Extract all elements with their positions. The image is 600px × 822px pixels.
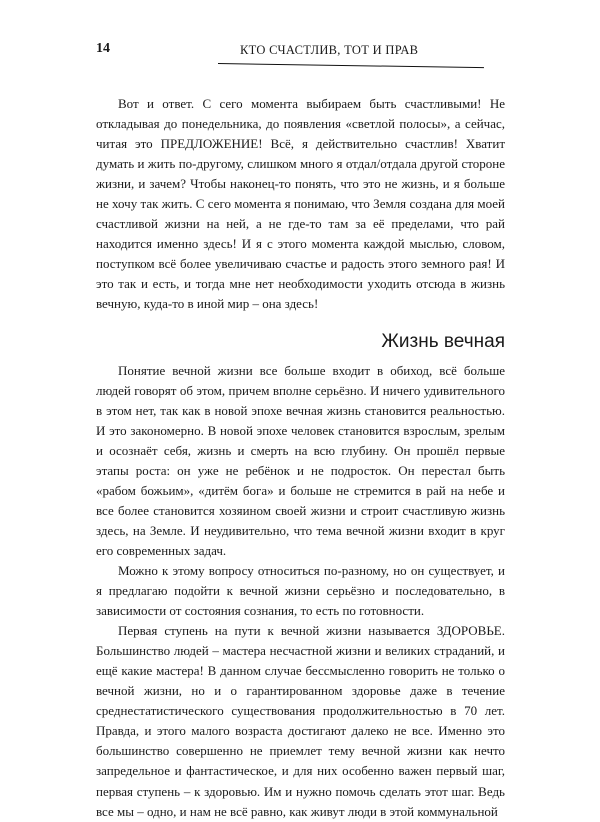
page-body — [96, 94, 505, 822]
section-title: Жизнь вечная — [381, 330, 505, 352]
running-title: КТО СЧАСТЛИВ, ТОТ И ПРАВ — [240, 43, 419, 57]
header-rule — [218, 63, 484, 68]
paragraph: Можно к этому вопросу относиться по-разному, но он существует, и я предлагаю подойти к вечной жизни серьёзно и последовательно, в зависимости от состояния сознания, то есть по готовности. — [96, 562, 505, 619]
paragraph: Понятие вечной жизни все больше входит в обиход, всё больше людей говорят об этом, причем вполне серьёзно. И ничего удивительного в этом нет, так как в новой эпохе вечная жизнь становится реальностью. И это закономерно. В новой эпохе человек становится взрослым, зрелым и осознаёт себя, жизнь и смерть на всю глубину. Он прошёл первые этапы роста: он уже не ребёнок и не подросток. Он перестал быть «рабом божьим», «дитём бога» и больше не стремится в рай на небе и все более становится хозяином своей жизни и строит счастливую жизнь здесь, на Земле. И неудивительно, что тема вечной жизни входит в круг его современных задач. — [96, 362, 505, 558]
paragraph: Первая ступень на пути к вечной жизни называется ЗДОРОВЬЕ. Большинство людей – мастера несчастной жизни и великих страданий, и ещё какие мастера! В данном случае бессмысленно говорить не только о вечной жизни, но и о гарантированном здоровье даже в течение среднестатистического существования продолжительностью в 70 лет. Правда, и этого малого возраста достигают далеко не все. Именно это большинство совершенно не приемлет тему вечной жизни как нечто запредельное и фантастическое, и для них особенно важен первый шаг, первая ступень – к здоровью. Им и нужно помочь сделать этот шаг. Ведь все мы – одно, и нам не всё равно, как живут люди в этой коммунальной — [96, 623, 505, 819]
paragraph: Вот и ответ. С сего момента выбираем быть счастливыми! Не откладывая до понедельника, до появления «светлой полосы», а сейчас, читая это ПРЕДЛОЖЕНИЕ! Всё, я действительно счастлив! Хватит думать и жить по-другому, слишком много я отдал/отдала другой стороне жизни, и зачем? Чтобы наконец-то понять, что это не жизнь, и я больше не хочу так жить. С сего момента я понимаю, что Земля создана для моей счастливой жизни на ней, а не где-то там за её пределами, что рай находится именно здесь! И я с этого момента каждой мыслью, словом, поступком всё более увеличиваю счастье и радость этого земного рая! И это так и есть, и тогда мне нет необходимости уходить отсюда в жизнь вечную, куда-то в иной мир – она здесь! — [96, 96, 505, 312]
page-number: 14 — [96, 41, 110, 56]
